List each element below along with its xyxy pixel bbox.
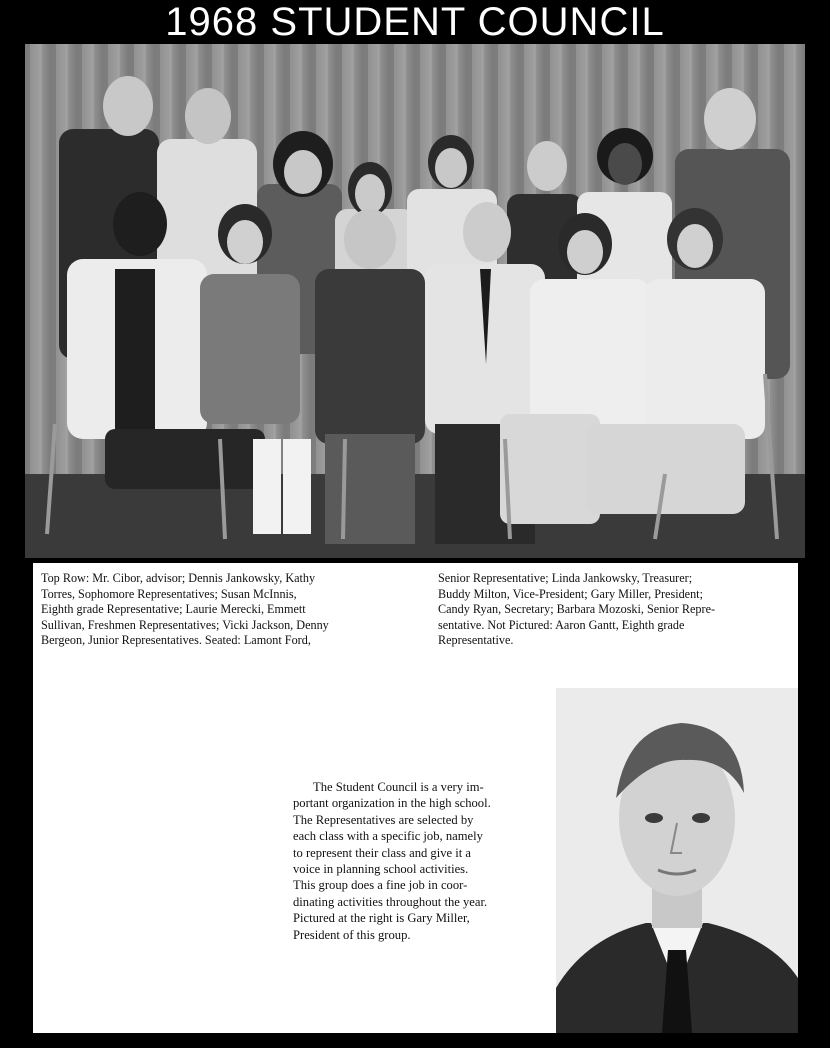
photo-caption-right — [438, 571, 793, 649]
caption-line: Buddy Milton, Vice-President; Gary Miller, President; — [438, 586, 703, 601]
yearbook-page — [33, 563, 798, 1033]
photo-caption-left — [41, 571, 421, 649]
caption-line: Top Row: Mr. Cibor, advisor; Dennis Jankowsky, Kathy — [41, 571, 316, 585]
caption-line: sentative. Not Pictured: Aaron Gantt, Eighth grade — [438, 617, 685, 632]
description-line: each class with a specific job, namely — [293, 829, 483, 844]
president-portrait — [556, 688, 798, 1033]
description-line: The Student Council is a very im- — [313, 780, 484, 794]
caption-line: Representative. — [438, 633, 514, 648]
description-line: The Representatives are selected by — [293, 812, 474, 827]
caption-line: Senior Representative; Linda Jankowsky, Treasurer; — [438, 571, 693, 585]
description-line: portant organization in the high school. — [293, 796, 491, 811]
caption-line: Eighth grade Representative; Laurie Merecki, Emmett — [41, 602, 306, 617]
description-line: President of this group. — [293, 927, 411, 942]
caption-line: Candy Ryan, Secretary; Barbara Mozoski, Senior Repre- — [438, 602, 716, 617]
description-line: Pictured at the right is Gary Miller, — [293, 911, 470, 926]
description-line: dinating activities throughout the year. — [293, 894, 488, 909]
description-line: This group does a fine job in coor- — [293, 878, 468, 893]
description-line: to represent their class and give it a — [293, 845, 471, 860]
council-description — [293, 779, 553, 943]
caption-line: Sullivan, Freshmen Representatives; Vicki Jackson, Denny — [41, 617, 329, 632]
caption-line: Bergeon, Junior Representatives. Seated: Lamont Ford, — [41, 633, 311, 648]
group-photo — [25, 44, 805, 558]
page-title: 1968 STUDENT COUNCIL — [165, 0, 665, 44]
caption-line: Torres, Sophomore Representatives; Susan McInnis, — [41, 586, 297, 601]
description-line: voice in planning school activities. — [293, 862, 469, 877]
bottom-border — [33, 1033, 798, 1048]
